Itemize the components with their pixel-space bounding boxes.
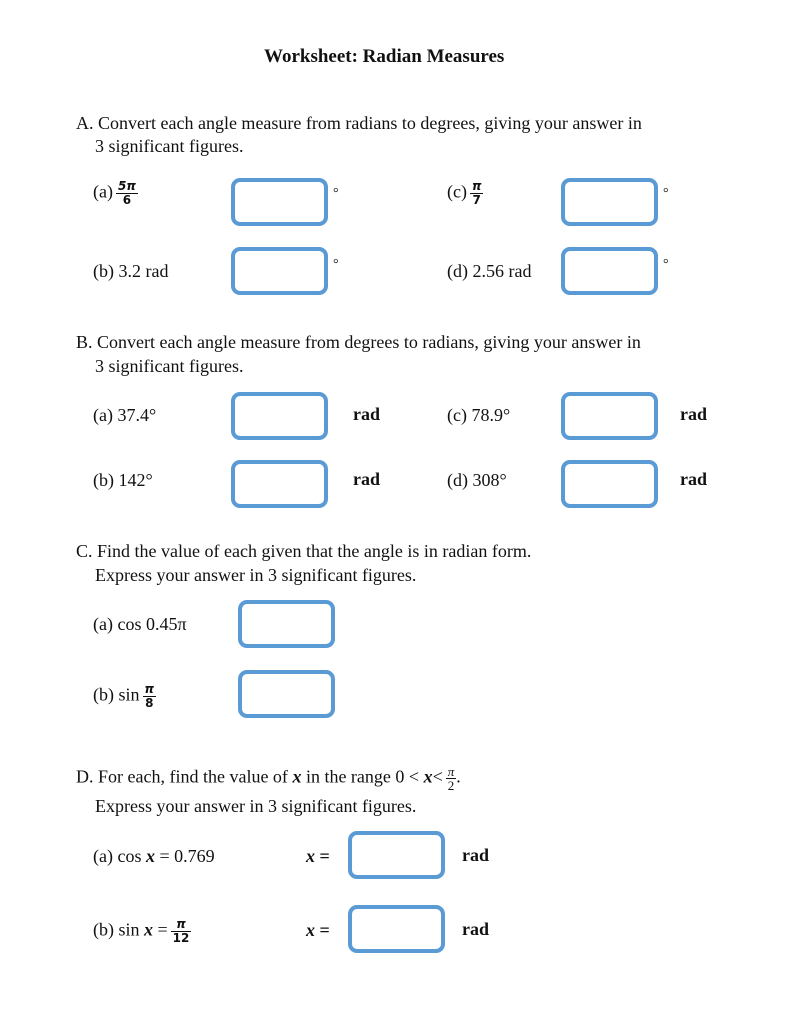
answer-box-a-a[interactable] [231,178,328,226]
answer-box-a-b[interactable] [231,247,328,295]
answer-box-b-b[interactable] [231,460,328,508]
section-b-item-a-label: (a) 37.4° [93,405,157,425]
rad-unit: rad [680,404,707,424]
section-b-heading-line2: 3 significant figures. [95,356,244,376]
rad-unit: rad [462,845,489,865]
degree-unit: ° [333,257,339,272]
section-a-item-b-label: (b) 3.2 rad [93,261,169,281]
answer-box-c-a[interactable] [238,600,335,648]
section-a-item-d-label: (d) 2.56 rad [447,261,532,281]
section-b-item-b-label: (b) 142° [93,470,153,490]
section-c-heading: C. Find the value of each given that the angle is in radian form. [76,541,532,561]
fraction: $\frac{\pi}{7}$ [471,179,482,207]
section-c-item-a-label: (a) cos 0.45π [93,614,187,634]
answer-box-a-d[interactable] [561,247,658,295]
x-equals-label: x = [306,846,330,866]
fraction: $\frac{\pi}{12}$ [172,917,190,945]
rad-unit: rad [353,469,380,489]
answer-box-b-d[interactable] [561,460,658,508]
section-c-item-b-label: (b) sin $\frac{\pi}{8}$ [93,682,154,710]
fraction: $\frac{5\pi}{6}$ [117,179,136,207]
answer-box-d-a[interactable] [348,831,445,879]
answer-box-b-a[interactable] [231,392,328,440]
section-d-heading-line2: Express your answer in 3 significant figures. [95,796,417,816]
section-b-item-c-label: (c) 78.9° [447,405,511,425]
section-a-item-a-label: (a) $\frac{5\pi}{6}$ [93,179,136,207]
section-b-heading: B. Convert each angle measure from degrees to radians, giving your answer in [76,332,641,352]
degree-unit: ° [333,186,339,201]
answer-box-b-c[interactable] [561,392,658,440]
section-d-heading: D. For each, find the value of x in the range 0 < x< $\frac{\pi}{2}$ . [76,764,461,793]
degree-unit: ° [663,186,669,201]
section-a-heading: A. Convert each angle measure from radians to degrees, giving your answer in [76,113,642,133]
section-d-item-b-label: (b) sin x = $\frac{\pi}{12}$ [93,917,190,945]
section-d-item-a-label: (a) cos x = 0.769 [93,846,215,866]
answer-box-c-b[interactable] [238,670,335,718]
answer-box-d-b[interactable] [348,905,445,953]
rad-unit: rad [353,404,380,424]
answer-box-a-c[interactable] [561,178,658,226]
section-b-item-d-label: (d) 308° [447,470,507,490]
degree-unit: ° [663,257,669,272]
fraction: $\frac{\pi}{2}$ [447,764,455,793]
section-a-heading-line2: 3 significant figures. [95,136,244,156]
x-equals-label: x = [306,920,330,940]
rad-unit: rad [462,919,489,939]
section-c-heading-line2: Express your answer in 3 significant figures. [95,565,417,585]
fraction: $\frac{\pi}{8}$ [144,682,154,710]
rad-unit: rad [680,469,707,489]
section-a-item-c-label: (c) $\frac{\pi}{7}$ [447,179,482,207]
page-title: Worksheet: Radian Measures [264,46,505,67]
